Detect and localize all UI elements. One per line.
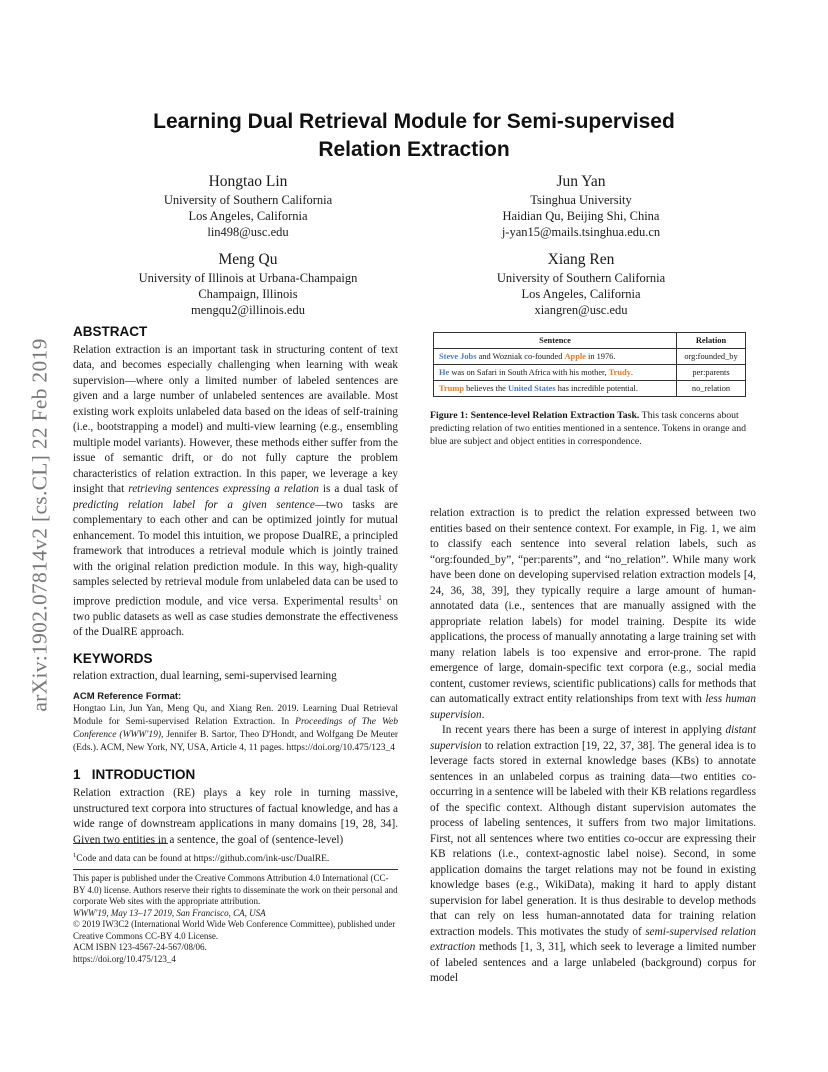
license-text: This paper is published under the Creative Commons Attribution 4.0 International (CC-BY 4.0) license. Authors reserve their rights to disseminate the work on their personal and corporate Web sites with the appropriate attribution. — [73, 873, 398, 906]
author-block-2 — [431, 172, 731, 240]
subject-entity: Steve Jobs — [439, 352, 477, 361]
footnote-rule — [73, 843, 168, 844]
acm-ref-part: Hongtao Lin, Jun Yan, Meng Qu, and Xiang Ren. 2019. Learning Dual Retrieval Module for Semi-supervised Relation Extraction. In — [73, 703, 398, 727]
table-row — [434, 381, 746, 397]
acm-ref-venue: Proceedings of The Web Conference (WWW'19) — [73, 716, 399, 740]
author-block-3 — [98, 250, 398, 318]
intro-paragraph-2 — [430, 723, 756, 987]
footnote-number: 1 — [73, 852, 77, 859]
object-entity: United States — [507, 384, 556, 393]
left-column — [73, 324, 398, 848]
license-block — [73, 873, 398, 965]
doi-text: https://doi.org/10.475/123_4 — [73, 953, 176, 964]
keywords-heading: KEYWORDS — [73, 650, 153, 666]
footnote-text: Code and data can be found at https://github.com/ink-usc/DualRE. — [76, 854, 330, 865]
paragraph-part: relation extraction is to predict the relation expressed between two entities based on their sentence context. For example, in Fig. 1, we aim to classify each sentence into several relation labels, such as “org:founded_by”, “per:parents”, and “no_relation”. While many work have been done on developing supervised relation extraction models [4, 24, 36, 38, 39], they typically require a large amount of human-annotated data (i.e., sentences that are manually assigned with the appropriate relation labels) for model training. Despite its wide applications, the process of manually annotating a large training set with many relation labels is too expensive and error-prone. The rapid emergence of large, domain-specific text corpora (e.g., social media content, customer reviews, scientific publications) calls for methods that can automatically extract entity relationships from text with — [430, 507, 756, 705]
paragraph-emphasis: less human supervision — [430, 693, 756, 721]
author-email: lin498@usc.edu — [207, 225, 289, 239]
author-email: xiangren@usc.edu — [534, 303, 628, 317]
object-entity: Apple — [564, 352, 586, 361]
isbn-text: ACM ISBN 123-4567-24-567/08/06. — [73, 942, 207, 952]
author-affiliation: University of Illinois at Urbana-Champaign — [138, 271, 358, 285]
title-line-2: Relation Extraction — [318, 138, 510, 161]
object-entity: Trudy — [608, 368, 631, 377]
arxiv-side-label — [28, 294, 52, 756]
sentence-cell — [434, 381, 677, 397]
sentence-text: and Wozniak co-founded — [476, 352, 565, 361]
sentence-text: . — [630, 368, 633, 377]
right-column — [430, 506, 756, 987]
acm-reference-heading: ACM Reference Format: — [73, 690, 182, 702]
author-email: mengqu2@illinois.edu — [191, 303, 305, 317]
author-location: Los Angeles, California — [521, 287, 641, 301]
paragraph-part: . — [481, 708, 485, 721]
sentence-cell — [434, 365, 677, 381]
sentence-text: in 1976. — [585, 352, 616, 361]
table-row — [434, 365, 746, 381]
relation-cell: org:founded_by — [677, 349, 746, 365]
sentence-cell — [434, 349, 677, 365]
sentence-text: was on Safari in South Africa with his mother, — [449, 368, 609, 377]
sentence-text: believes the — [463, 384, 508, 393]
author-affiliation: Tsinghua University — [530, 193, 632, 207]
relation-cell: per:parents — [677, 365, 746, 381]
figure-caption — [430, 409, 756, 448]
copyright-text: © 2019 IW3C2 (International World Wide Web Conference Committee), published under Creative Commons CC-BY 4.0 License. — [73, 919, 396, 941]
relation-cell: no_relation — [677, 381, 746, 397]
abstract-part: Relation extraction is an important task in structuring content of text data, and becomes especially challenging when learning with weak supervision—where only a limited number of labeled sentences are given and a large number of unlabeled sentences are available. Most existing work exploits unlabeled data based on the ideas of self-training (i.e., bootstrapping a model) and multi-view learning (e.g., ensembling multiple model variants). However, these methods either suffer from the issue of semantic drift, or do not fully capture the problem characteristics of relation extraction. In this paper, we leverage a key insight that — [73, 343, 398, 495]
paragraph-emphasis: semi-supervised relation extraction — [430, 925, 756, 953]
column-header-relation: Relation — [677, 333, 746, 349]
abstract-part: is a dual task of — [318, 483, 399, 495]
author-name: Xiang Ren — [547, 251, 615, 268]
author-name: Meng Qu — [218, 251, 278, 268]
author-location: Haidian Qu, Beijing Shi, China — [502, 209, 660, 223]
author-location: Champaign, Illinois — [198, 287, 298, 301]
abstract-text — [73, 343, 398, 641]
column-header-sentence: Sentence — [434, 333, 677, 349]
arxiv-id-text: arXiv:1902.07814v2 [cs.CL] 22 Feb 2019 — [27, 338, 52, 712]
sentence-text: has incredible potential. — [555, 384, 638, 393]
relation-example-table — [433, 332, 746, 397]
caption-label: Figure 1: Sentence-level Relation Extraction Task. — [430, 410, 640, 421]
author-email: j-yan15@mails.tsinghua.edu.cn — [501, 225, 661, 239]
introduction-text: Relation extraction (RE) plays a key role in turning massive, unstructured text corpora into structures of factual knowledge, and has a wide range of downstream applications in many domains [19, 28, 34]. Given two entities in a sentence, the goal of (sentence-level) — [73, 787, 398, 846]
license-rule — [73, 869, 398, 870]
author-affiliation: University of Southern California — [496, 271, 666, 285]
paragraph-emphasis: distant supervision — [430, 724, 756, 752]
author-block-4 — [431, 250, 731, 318]
subject-entity: He — [439, 368, 450, 377]
introduction-heading: 1 INTRODUCTION — [73, 766, 196, 782]
table-row — [434, 349, 746, 365]
caption-text: This task concerns about predicting relation of two entities mentioned in a sentence. Tokens in orange and blue are subject and object entities in correspondence. — [430, 410, 747, 447]
paragraph-part: In recent years there has been a surge of interest in applying — [442, 724, 726, 736]
abstract-emphasis: predicting relation label for a given sentence — [73, 498, 315, 511]
subject-entity: Trump — [439, 384, 464, 393]
author-location: Los Angeles, California — [188, 209, 308, 223]
abstract-part: —two tasks are complementary to each other and can be optimized jointly for mutual enhancement. To model this intuition, we propose DualRE, a principled framework that introduces a retrieval module which is jointly trained with the original relation prediction module. In this way, high-quality samples selected by retrieval module from unlabeled data can be used to improve prediction module, and vice versa. Experimental results — [73, 498, 398, 608]
abstract-part: on two public datasets as well as case studies demonstrate the effectiveness of the DualRE approach. — [73, 595, 399, 639]
abstract-heading: ABSTRACT — [73, 324, 148, 339]
conference-info: WWW'19, May 13–17 2019, San Francisco, CA, USA — [73, 907, 266, 918]
footnote-marker: 1 — [378, 593, 382, 602]
paragraph-part: methods [1, 3, 31], which seek to leverage a limited number of labeled sentences and a large unlabeled (background) corpus for model — [430, 941, 756, 984]
author-name: Jun Yan — [556, 173, 606, 190]
title-line-1: Learning Dual Retrieval Module for Semi-supervised — [153, 110, 675, 133]
footnote — [73, 850, 398, 866]
author-name: Hongtao Lin — [208, 173, 288, 190]
table-header-row — [434, 333, 746, 349]
author-affiliation: University of Southern California — [163, 193, 333, 207]
acm-reference-text — [73, 703, 398, 755]
paragraph-part: to relation extraction [19, 22, 37, 38]. The general idea is to leverage facts stored in external knowledge bases (KBs) to annotate sentences in an unlabeled corpus as training data—two entities co-occurring in a sentence will be labeled with their KB relations regardless of the specific context. Although distant supervision automates the process of labeling sentences, it suffers from two major limitations. First, not all sentences where two entities co-occur are expressing their KB relations (i.e., context-agnostic label noise). Second, in some application domains the target relations may not be found in existing knowledge bases (e.g., WikiData), making it hard to apply distant supervision for label generation. It is thus desirable to develop methods that can rely on less human-annotated data for training relation extraction models. This motivates the study of — [430, 739, 756, 938]
paper-title — [0, 108, 828, 164]
keywords-text: relation extraction, dual learning, semi-supervised learning — [73, 670, 337, 683]
intro-paragraph-1 — [430, 506, 756, 723]
acm-ref-part: , Jennifer B. Sartor, Theo D'Hondt, and Wolfgang De Meuter (Eds.). ACM, New York, NY, USA, Article 4, 11 pages. https://doi.org/10.475/123_4 — [73, 729, 398, 753]
abstract-emphasis: retrieving sentences expressing a relation — [128, 483, 319, 495]
figure-1 — [433, 332, 746, 397]
author-block-1 — [98, 172, 398, 240]
